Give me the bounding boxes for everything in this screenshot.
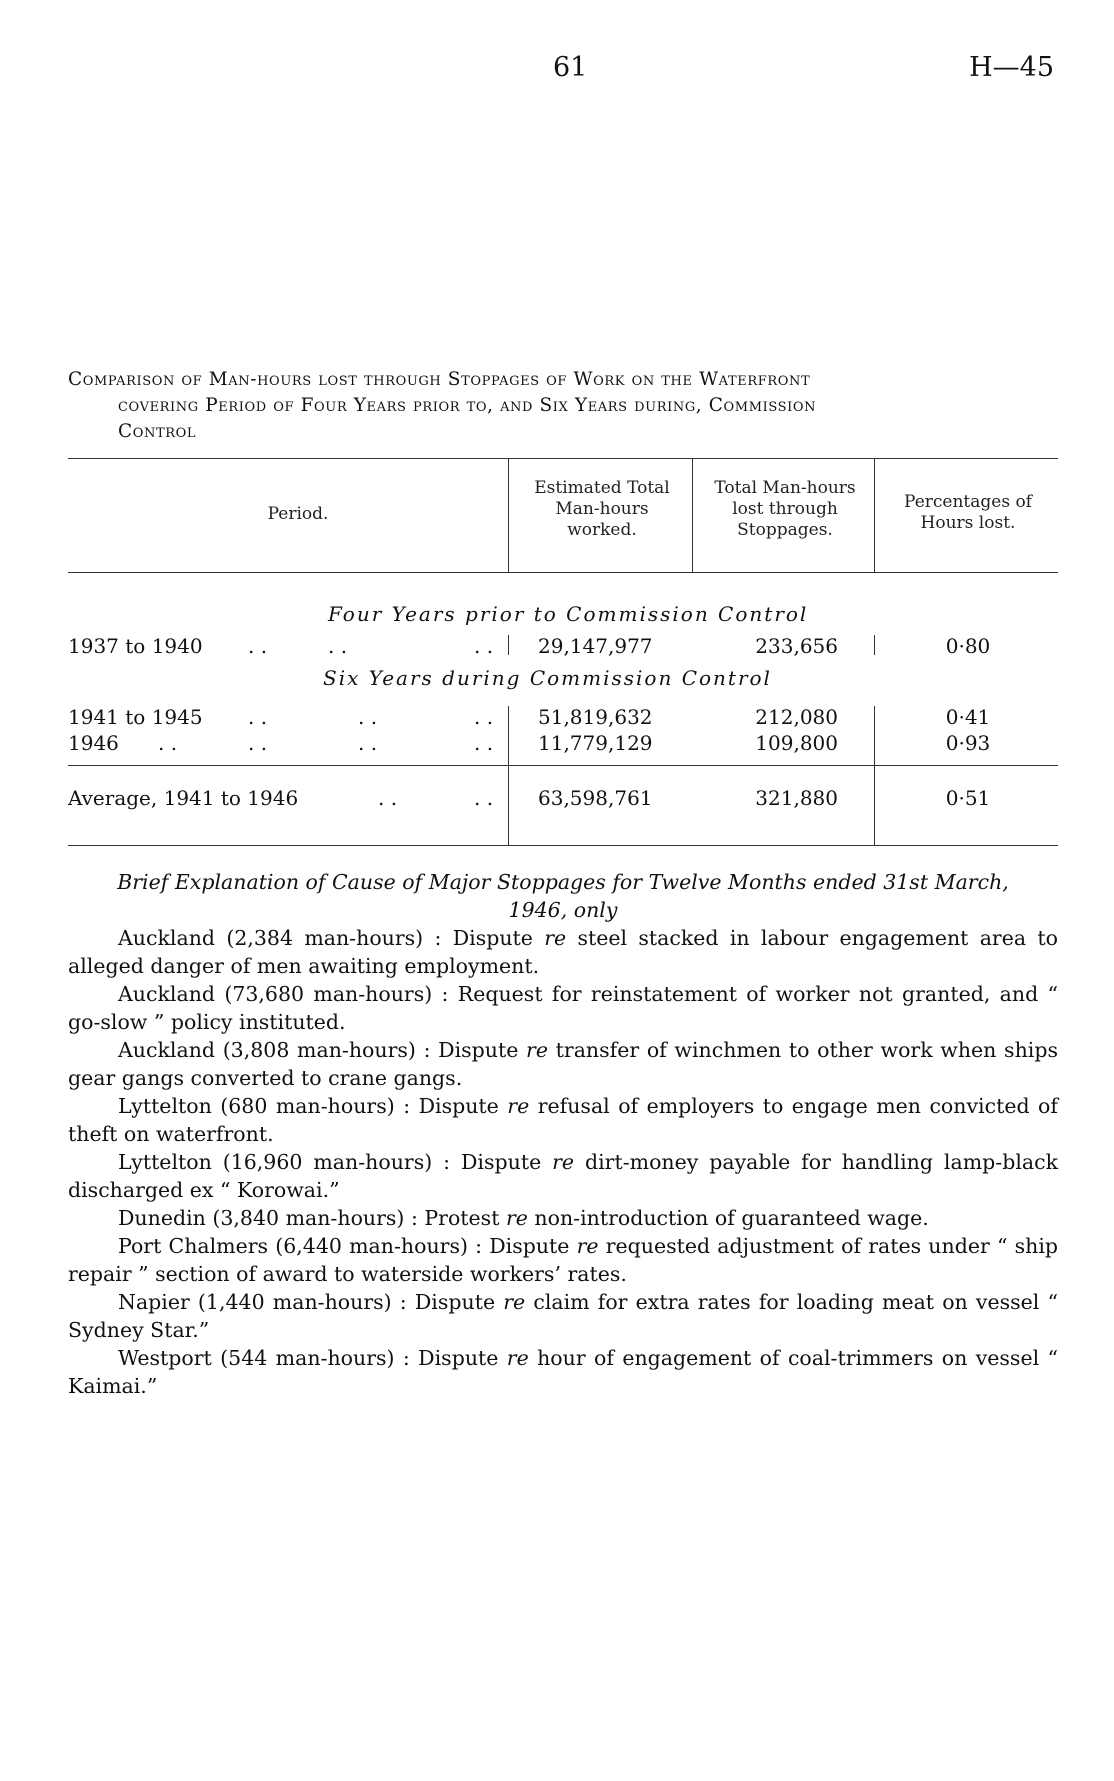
row-percentage: 0·93 bbox=[945, 731, 991, 755]
header-lost bbox=[696, 478, 874, 541]
header-worked-line: worked. bbox=[567, 520, 637, 540]
dot-leader: . . bbox=[474, 705, 494, 729]
header-lost-line: Total Man-hours bbox=[714, 478, 856, 498]
table-title bbox=[68, 367, 1058, 445]
row-worked: 11,779,129 bbox=[538, 731, 653, 755]
row-period: 1941 to 1945 bbox=[68, 705, 203, 729]
table-top-rule bbox=[68, 458, 1058, 459]
row-period: 1946 bbox=[68, 731, 119, 755]
item-re: re bbox=[503, 1290, 526, 1314]
item-text: dirt-money payable for handling lamp-black discharged ex “ Korowai.” bbox=[68, 1150, 1058, 1202]
item-text: Auckland (3,808 man-hours) : Dispute bbox=[118, 1038, 527, 1062]
dot-leader: . . bbox=[358, 731, 378, 755]
dot-leader: . . bbox=[328, 634, 348, 658]
item-re: re bbox=[552, 1150, 575, 1174]
title-line-1: Comparison of Man-hours lost through Stoppages of Work on the Waterfront bbox=[68, 369, 811, 390]
row-percentage: 0·41 bbox=[945, 705, 991, 729]
stoppage-item bbox=[68, 1288, 1058, 1344]
header-lost-line: lost through bbox=[732, 499, 838, 519]
item-text: requested adjustment of rates under “ ship repair ” section of award to waterside workers’ rates. bbox=[68, 1234, 1058, 1286]
row-percentage-average: 0·51 bbox=[945, 786, 991, 810]
item-re: re bbox=[526, 1038, 548, 1062]
row-period-average: Average, 1941 to 1946 bbox=[68, 786, 299, 810]
header-pct-line: Percentages of bbox=[904, 492, 1032, 512]
item-text: refusal of employers to engage men convicted of theft on waterfront. bbox=[68, 1094, 1058, 1146]
row-divider bbox=[508, 706, 509, 846]
item-text: Port Chalmers (6,440 man-hours) : Dispute bbox=[118, 1234, 577, 1258]
item-text: hour of engagement of coal-trimmers on vessel “ Kaimai.” bbox=[68, 1346, 1058, 1398]
page-header bbox=[0, 52, 1114, 92]
dot-leader: . . bbox=[474, 731, 494, 755]
stoppage-item bbox=[68, 924, 1058, 980]
dot-leader: . . bbox=[158, 731, 178, 755]
stoppage-item bbox=[68, 1344, 1058, 1400]
row-worked: 29,147,977 bbox=[538, 634, 653, 658]
row-lost-average: 321,880 bbox=[755, 786, 838, 810]
title-line-3: Control bbox=[118, 421, 197, 442]
explanation-title-line: Brief Explanation of Cause of Major Stoppages for Twelve Months ended 31st March, bbox=[117, 870, 1009, 894]
man-hours-table bbox=[68, 458, 1058, 846]
col-divider-2 bbox=[692, 458, 693, 572]
stoppage-item bbox=[68, 1148, 1058, 1204]
item-text: Dunedin (3,840 man-hours) : Protest bbox=[118, 1206, 506, 1230]
row-lost: 109,800 bbox=[755, 731, 838, 755]
item-text: Westport (544 man-hours) : Dispute bbox=[118, 1346, 507, 1370]
item-re: re bbox=[507, 1094, 530, 1118]
header-pct-line: Hours lost. bbox=[920, 513, 1016, 533]
item-text: Lyttelton (16,960 man-hours) : Dispute bbox=[118, 1150, 553, 1174]
item-re: re bbox=[544, 926, 567, 950]
total-rule bbox=[68, 765, 1058, 766]
item-text: steel stacked in labour engagement area to alleged danger of men awaiting employment. bbox=[68, 926, 1058, 978]
dot-leader: . . bbox=[474, 634, 494, 658]
item-text: non-introduction of guaranteed wage. bbox=[527, 1206, 929, 1230]
page-number: 61 bbox=[553, 52, 588, 83]
dot-leader: . . bbox=[248, 634, 268, 658]
stoppage-item bbox=[68, 980, 1058, 1036]
item-re: re bbox=[505, 1206, 528, 1230]
header-period: Period. bbox=[267, 504, 329, 524]
table-bottom-rule bbox=[68, 845, 1058, 846]
header-lost-line: Stoppages. bbox=[737, 520, 833, 540]
row-divider bbox=[508, 635, 509, 655]
header-bottom-rule bbox=[68, 572, 1058, 573]
row-worked: 51,819,632 bbox=[538, 705, 653, 729]
stoppage-item bbox=[68, 1092, 1058, 1148]
item-text: Napier (1,440 man-hours) : Dispute bbox=[118, 1290, 504, 1314]
row-worked-average: 63,598,761 bbox=[538, 786, 653, 810]
row-period: 1937 to 1940 bbox=[68, 634, 203, 658]
stoppage-item bbox=[68, 1204, 1058, 1232]
item-re: re bbox=[576, 1234, 599, 1258]
header-worked bbox=[512, 478, 692, 541]
col-divider-1 bbox=[508, 458, 509, 572]
item-text: Lyttelton (680 man-hours) : Dispute bbox=[118, 1094, 508, 1118]
stoppage-item bbox=[68, 1036, 1058, 1092]
explanation-title bbox=[68, 868, 1058, 924]
dot-leader: . . bbox=[248, 731, 268, 755]
title-line-2: covering Period of Four Years prior to, and Six Years during, Commission bbox=[118, 395, 817, 416]
dot-leader: . . bbox=[378, 786, 398, 810]
row-divider bbox=[874, 706, 875, 846]
document-reference: H—45 bbox=[969, 52, 1054, 83]
row-percentage: 0·80 bbox=[945, 634, 991, 658]
section-heading-prior: Four Years prior to Commission Control bbox=[328, 602, 809, 626]
row-divider bbox=[874, 635, 875, 655]
dot-leader: . . bbox=[358, 705, 378, 729]
dot-leader: . . bbox=[474, 786, 494, 810]
stoppage-item bbox=[68, 1232, 1058, 1288]
explanation-title-line: 1946, only bbox=[508, 898, 618, 922]
stoppage-explanations bbox=[68, 868, 1058, 1400]
item-text: transfer of winchmen to other work when ships gear gangs converted to crane gangs. bbox=[68, 1038, 1058, 1090]
header-percentage bbox=[878, 492, 1058, 534]
item-re: re bbox=[506, 1346, 529, 1370]
row-lost: 212,080 bbox=[755, 705, 838, 729]
item-text: claim for extra rates for loading meat on vessel “ Sydney Star.” bbox=[68, 1290, 1058, 1342]
dot-leader: . . bbox=[248, 705, 268, 729]
item-text: Auckland (2,384 man-hours) : Dispute bbox=[118, 926, 545, 950]
header-worked-line: Estimated Total bbox=[534, 478, 670, 498]
col-divider-3 bbox=[874, 458, 875, 572]
section-heading-during: Six Years during Commission Control bbox=[323, 666, 772, 690]
row-lost: 233,656 bbox=[755, 634, 838, 658]
header-worked-line: Man-hours bbox=[555, 499, 649, 519]
item-text: Auckland (73,680 man-hours) : Request for reinstatement of worker not granted, and “ go-slow ” policy instituted. bbox=[68, 982, 1058, 1034]
